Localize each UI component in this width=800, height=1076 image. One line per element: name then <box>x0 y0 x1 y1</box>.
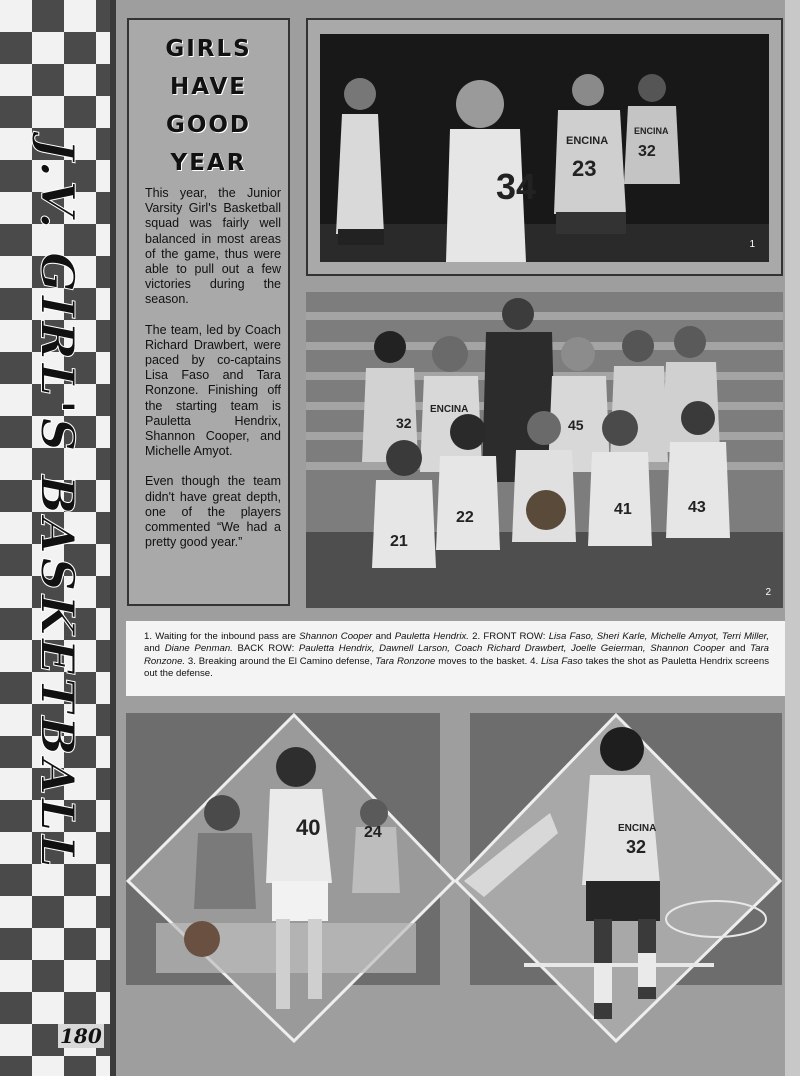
jersey-number: 40 <box>296 815 321 840</box>
jersey-number: 23 <box>572 156 597 181</box>
page-number: 180 <box>60 1024 102 1048</box>
photo-2 <box>306 292 783 608</box>
spine-title: J.V. GIRL'S BASKETBALL <box>30 138 84 872</box>
jersey-number: 45 <box>568 417 584 433</box>
jersey-number: 21 <box>390 533 408 550</box>
photo-1 <box>320 34 769 262</box>
photo-number: 1 <box>749 239 755 250</box>
jersey-number: 41 <box>614 501 632 518</box>
photo-1-image <box>320 34 769 262</box>
jersey-number: 24 <box>364 824 382 841</box>
photo-3 <box>126 713 456 1043</box>
photo-4 <box>454 713 785 1043</box>
jersey-number: 32 <box>396 415 412 431</box>
jersey-text: ENCINA <box>566 135 609 147</box>
jersey-number: 32 <box>638 143 656 160</box>
jersey-text: ENCINA <box>430 404 469 415</box>
jersey-number: 34 <box>496 166 537 207</box>
jersey-text: ENCINA <box>634 126 669 136</box>
story-box <box>127 18 290 606</box>
jersey-number: 32 <box>626 837 647 857</box>
story-text <box>145 186 281 565</box>
jersey-text: ENCINA <box>618 823 657 834</box>
photo-caption: 1. Waiting for the inbound pass are Shannon Cooper and Pauletta Hendrix. 2. FRONT ROW: Lisa Faso, Sheri Karle, Michelle Amyot, Terri Miller, and Diane Penman. BACK ROW: Pauletta Hendrix, Dawnell Larson, Coach Richard Drawbert, Joelle Geierman, Shannon Cooper and Tara Ronzone. 3. Breaking around the El Camino defense, Tara Ronzone moves to the basket. 4. Lisa Faso takes the shot as Pauletta Hendrix screens out the defense. <box>126 621 785 696</box>
story-paragraph: The team, led by Coach Richard Drawbert, were paced by co-captains Lisa Faso and Tara Ronzone. Finishing off the starting team is Pauletta Hendrix, Shannon Cooper, and Michelle Amyot. <box>145 322 281 459</box>
photo-2-image <box>306 292 783 608</box>
photo-3-image <box>126 713 456 1043</box>
story-paragraph: This year, the Junior Varsity Girl's Basketball squad was fairly well balanced in most areas of the game, thus were able to pull out a few victories during the season. <box>145 186 281 307</box>
jersey-number: 43 <box>688 499 706 516</box>
page-edge <box>785 0 800 1076</box>
story-paragraph: Even though the team didn't have great depth, one of the players commented “We had a pretty good year.” <box>145 474 281 550</box>
photo-number: 2 <box>765 587 771 598</box>
jersey-number: 22 <box>456 509 474 526</box>
headline: GIRLS HAVE GOOD YEAR <box>165 36 252 176</box>
photo-4-image <box>454 713 785 1043</box>
spine-divider <box>110 0 116 1076</box>
